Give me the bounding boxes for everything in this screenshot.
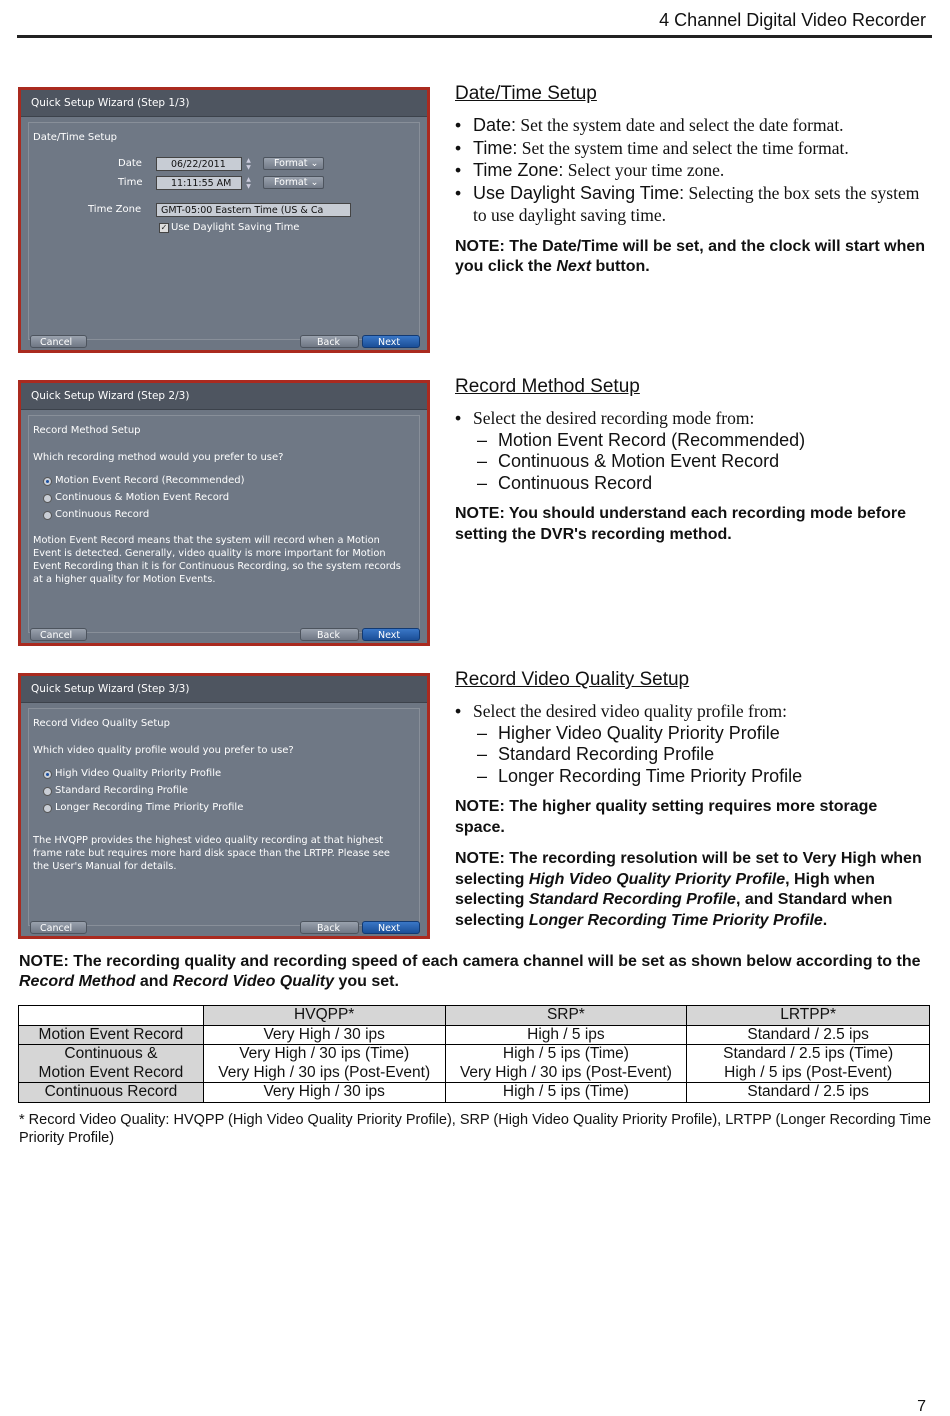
bullet-key: Date: [473, 115, 517, 135]
option-label: Motion Event Record (Recommended) [55, 475, 245, 486]
date-field[interactable]: 06/22/2011 [156, 157, 242, 171]
note-text: you set. [334, 973, 399, 990]
next-button[interactable]: Next [362, 628, 420, 641]
time-format-button[interactable] [263, 176, 324, 189]
timezone-label: Time Zone [88, 204, 142, 215]
table-cell [203, 1045, 445, 1083]
dash-list [455, 723, 931, 788]
radio-option-2[interactable] [43, 494, 52, 503]
row-header: Continuous Record [19, 1083, 204, 1103]
list-item: • Select the desired recording mode from: [455, 407, 931, 430]
radio-option-3[interactable] [43, 511, 52, 520]
dash-list [455, 430, 931, 495]
section-heading: Date/Time Setup [455, 83, 597, 104]
timezone-select[interactable]: GMT-05:00 Eastern Time (US & Ca [156, 203, 351, 217]
option-label: Longer Recording Time Priority Profile [55, 802, 244, 813]
note-text: button. [591, 258, 650, 275]
table-row [19, 1083, 930, 1103]
cancel-button[interactable]: Cancel [30, 335, 87, 348]
chevron-down-icon: ⌄ [310, 177, 319, 188]
cell-line: Very High / 30 ips (Time) [239, 1045, 410, 1062]
table-cell [687, 1045, 930, 1083]
list-item [455, 137, 931, 160]
note: NOTE: The higher quality setting requires more storage space. [455, 798, 878, 836]
option-label: High Video Quality Priority Profile [55, 768, 222, 779]
next-button[interactable]: Next [362, 335, 420, 348]
format-label: Format [274, 177, 308, 188]
wizard-content-frame [28, 708, 420, 926]
wizard-title: Quick Setup Wizard (Step 3/3) [21, 676, 427, 703]
note-emphasis: Record Video Quality [172, 973, 335, 990]
note [455, 237, 931, 278]
wizard-question: Which video quality profile would you prefer to use? [33, 745, 294, 756]
running-header: 4 Channel Digital Video Recorder [659, 10, 926, 30]
note-text: NOTE: The Date/Time will be set, and the clock will start when you click the [455, 237, 926, 275]
wizard-section-title: Record Video Quality Setup [33, 718, 170, 729]
radio-option-1[interactable] [43, 477, 52, 486]
note [455, 849, 931, 931]
wizard-title: Quick Setup Wizard (Step 1/3) [21, 90, 427, 117]
bullet-list [455, 407, 931, 430]
row-header [19, 1045, 204, 1083]
wizard-step-1-screenshot [18, 87, 430, 353]
list-item [455, 114, 931, 137]
wizard-content-frame [28, 415, 420, 633]
datetime-setup-section [455, 83, 931, 278]
bullet-text: Select your time zone. [563, 160, 725, 180]
wizard-section-title: Record Method Setup [33, 425, 141, 436]
note: NOTE: You should understand each recording mode before setting the DVR's recording method. [455, 505, 907, 543]
footnote: * Record Video Quality: HVQPP (High Video Quality Priority Profile), SRP (High Video Quality Priority Profile), LRTPP (Longer Recording Time Priority Profile) [19, 1112, 932, 1146]
row-header-line: Continuous & [64, 1045, 158, 1062]
list-item: – Continuous & Motion Event Record [455, 451, 931, 473]
radio-option-1[interactable] [43, 770, 52, 779]
table-cell [445, 1045, 687, 1083]
back-button[interactable]: Back [300, 628, 359, 641]
list-item: – Continuous Record [455, 473, 931, 495]
wizard-title: Quick Setup Wizard (Step 2/3) [21, 383, 427, 410]
bullet-key: Time Zone: [473, 160, 564, 180]
wizard-description: The HVQPP provides the highest video quality recording at that highest frame rate but requires more hard disk space than the LRTPP. Please see the User's Manual for details. [33, 835, 390, 872]
cell-line: Standard / 2.5 ips (Time) [723, 1045, 894, 1062]
note-emphasis: Record Method [19, 973, 136, 990]
time-label: Time [118, 177, 143, 188]
wizard-description: Motion Event Record means that the system will record when a Motion Event is detected. Generally, video quality is more important for Motion Event Recording than it is for Continuous Recording, so the system records at a higher quality for Motion Events. [33, 535, 401, 585]
dst-label: Use Daylight Saving Time [171, 222, 300, 233]
table-cell: High / 5 ips [445, 1025, 687, 1045]
cell-line: High / 5 ips (Post-Event) [724, 1063, 893, 1081]
header-cell: LRTPP* [687, 1006, 930, 1026]
note-text: NOTE: The recording quality and recording speed of each camera channel will be set as shown below according to the [19, 953, 921, 970]
table-cell: High / 5 ips (Time) [445, 1083, 687, 1103]
note-emphasis: Longer Recording Time Priority Profile [528, 911, 823, 929]
row-header-line: Motion Event Record [38, 1063, 184, 1081]
cancel-button[interactable]: Cancel [30, 921, 87, 934]
section-heading: Record Video Quality Setup [455, 669, 690, 690]
time-field[interactable]: 11:11:55 AM [156, 176, 242, 190]
next-button[interactable]: Next [362, 921, 420, 934]
note-emphasis: High Video Quality Priority Profile [528, 870, 786, 888]
option-label: Standard Recording Profile [55, 785, 188, 796]
format-label: Format [274, 158, 308, 169]
header-rule [17, 35, 932, 38]
bullet-list [455, 114, 931, 227]
list-item: – Higher Video Quality Priority Profile [455, 723, 931, 745]
video-quality-section [455, 669, 931, 931]
date-spinner-icon[interactable]: ▲ ▼ [246, 157, 251, 171]
radio-option-2[interactable] [43, 787, 52, 796]
cell-line: Very High / 30 ips (Post-Event) [459, 1063, 672, 1081]
option-label: Continuous Record [55, 509, 150, 520]
wizard-section-title: Date/Time Setup [33, 132, 118, 143]
header-cell: SRP* [445, 1006, 687, 1026]
bullet-text: Set the system time and select the time format. [517, 137, 849, 158]
table-cell: Very High / 30 ips [203, 1083, 445, 1103]
radio-option-3[interactable] [43, 804, 52, 813]
section-heading: Record Method Setup [455, 376, 640, 397]
cell-line: Very High / 30 ips (Post-Event) [218, 1063, 431, 1081]
note-text: , and Standard when selecting [455, 891, 893, 929]
note-text: , High when selecting [455, 870, 875, 908]
table-row [19, 1045, 930, 1083]
bullet-text: Set the system date and select the date format. [516, 115, 844, 135]
table-row [19, 1025, 930, 1045]
back-button[interactable]: Back [300, 335, 359, 348]
header-cell-empty [19, 1006, 204, 1026]
note-emphasis: Standard Recording Profile [528, 891, 736, 908]
time-spinner-icon[interactable]: ▲ ▼ [246, 176, 251, 190]
chevron-down-icon: ⌄ [310, 158, 319, 169]
row-header: Motion Event Record [19, 1025, 204, 1045]
table-cell: Standard / 2.5 ips [687, 1025, 930, 1045]
date-format-button[interactable] [263, 157, 324, 170]
wizard-step-2-screenshot [18, 380, 430, 646]
list-item: – Longer Recording Time Priority Profile [455, 766, 931, 788]
wizard-question: Which recording method would you prefer to use? [33, 452, 284, 463]
bullet-text: Selecting the box sets the system to use daylight saving time. [473, 182, 920, 225]
note-text: . [822, 911, 828, 929]
header-cell: HVQPP* [203, 1006, 445, 1026]
list-item: – Motion Event Record (Recommended) [455, 430, 931, 452]
list-item [455, 159, 931, 182]
list-item: • Select the desired video quality profile from: [455, 700, 931, 723]
quality-speed-table [18, 1005, 930, 1103]
table-header-row [19, 1006, 930, 1026]
bullet-list [455, 700, 931, 723]
page-number: 7 [917, 1398, 926, 1415]
back-button[interactable]: Back [300, 921, 359, 934]
table-cell: Standard / 2.5 ips [687, 1083, 930, 1103]
bullet-key: Time: [473, 137, 518, 158]
cancel-button[interactable]: Cancel [30, 628, 87, 641]
table-note [19, 952, 934, 992]
record-method-section [455, 376, 931, 545]
list-item: – Standard Recording Profile [455, 744, 931, 766]
note-text: NOTE: The recording resolution will be set to Very High when selecting [455, 850, 922, 888]
bullet-key: Use Daylight Saving Time: [473, 182, 685, 203]
note-text: and [135, 973, 173, 990]
cell-line: High / 5 ips (Time) [502, 1045, 629, 1062]
wizard-step-3-screenshot [18, 673, 430, 939]
note-emphasis: Next [556, 258, 592, 275]
option-label: Continuous & Motion Event Record [55, 492, 230, 503]
list-item [455, 182, 931, 227]
dst-checkbox[interactable]: ✓ [160, 223, 168, 232]
table-cell: Very High / 30 ips [203, 1025, 445, 1045]
date-label: Date [118, 158, 142, 169]
